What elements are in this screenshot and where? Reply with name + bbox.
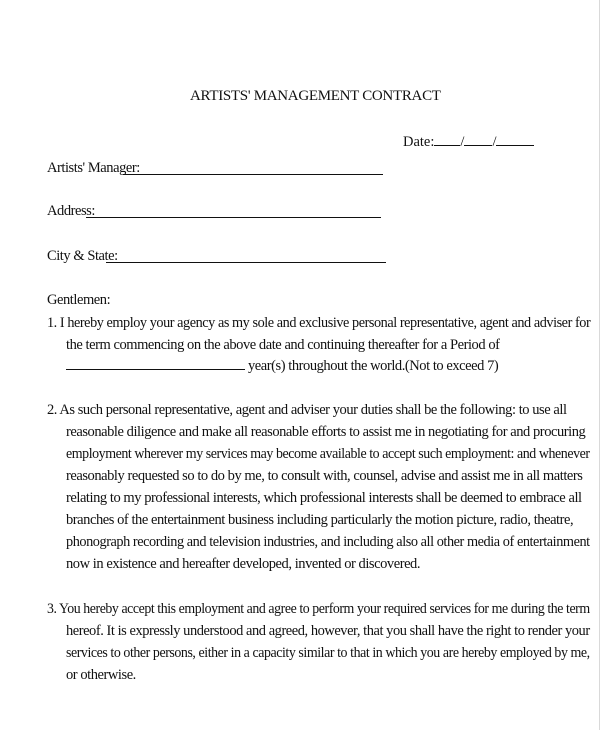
clause-3-line-1: 3. You hereby accept this employment and agree to perform your required services for me during the term: [47, 601, 590, 617]
clause-1-line-1: 1. I hereby employ your agency as my sole and exclusive personal representative, agent and adviser for: [47, 315, 591, 331]
date-field[interactable]: [403, 133, 534, 151]
salutation: Gentlemen:: [47, 292, 111, 308]
clause-3-line-4: or otherwise.: [66, 667, 136, 683]
document-title: ARTISTS' MANAGEMENT CONTRACT: [190, 88, 441, 104]
clause-2-line-4: reasonably requested so to do by me, to consult with, counsel, advise and assist me in all matters: [66, 468, 583, 484]
clause-2-line-7: phonograph recording and television industries, and including also all other media of entertainment: [66, 534, 590, 550]
date-separator: /: [460, 134, 465, 150]
address-field[interactable]: [86, 217, 381, 218]
address-label: Address:: [47, 203, 95, 219]
clause-2-line-8: now in existence and hereafter developed, invented or discovered.: [66, 556, 421, 572]
date-label: Date:: [403, 134, 435, 150]
clause-2-line-5: relating to my professional interests, which professional interests shall be deemed to embrace all: [66, 490, 582, 506]
city-state-field[interactable]: [106, 262, 386, 263]
clause-1-line-3: year(s) throughout the world.(Not to exceed 7): [248, 358, 499, 374]
clause-2-line-1: 2. As such personal representative, agent and adviser your duties shall be the following: to use all: [47, 402, 567, 418]
clause-2-line-6: branches of the entertainment business including particularly the motion picture, radio, theatre,: [66, 512, 574, 528]
city-state-label: City & State:: [47, 248, 118, 264]
clause-2-line-3: employment wherever my services may become available to accept such employment: and whenever: [66, 446, 590, 462]
manager-field[interactable]: [123, 174, 383, 175]
clause-3-line-3: services to other persons, either in a capacity similar to that in which you are hereby employed by me,: [66, 645, 590, 661]
clause-3-line-2: hereof. It is expressly understood and agreed, however, that you shall have the right to render your: [66, 623, 590, 639]
term-years-field[interactable]: [66, 369, 245, 370]
clause-2-line-2: reasonable diligence and make all reasonable efforts to assist me in negotiating for and procuring: [66, 424, 586, 440]
date-separator: /: [492, 134, 497, 150]
clause-1-line-2: the term commencing on the above date and continuing thereafter for a Period of: [66, 337, 500, 353]
manager-label: Artists' Manager:: [47, 160, 140, 176]
